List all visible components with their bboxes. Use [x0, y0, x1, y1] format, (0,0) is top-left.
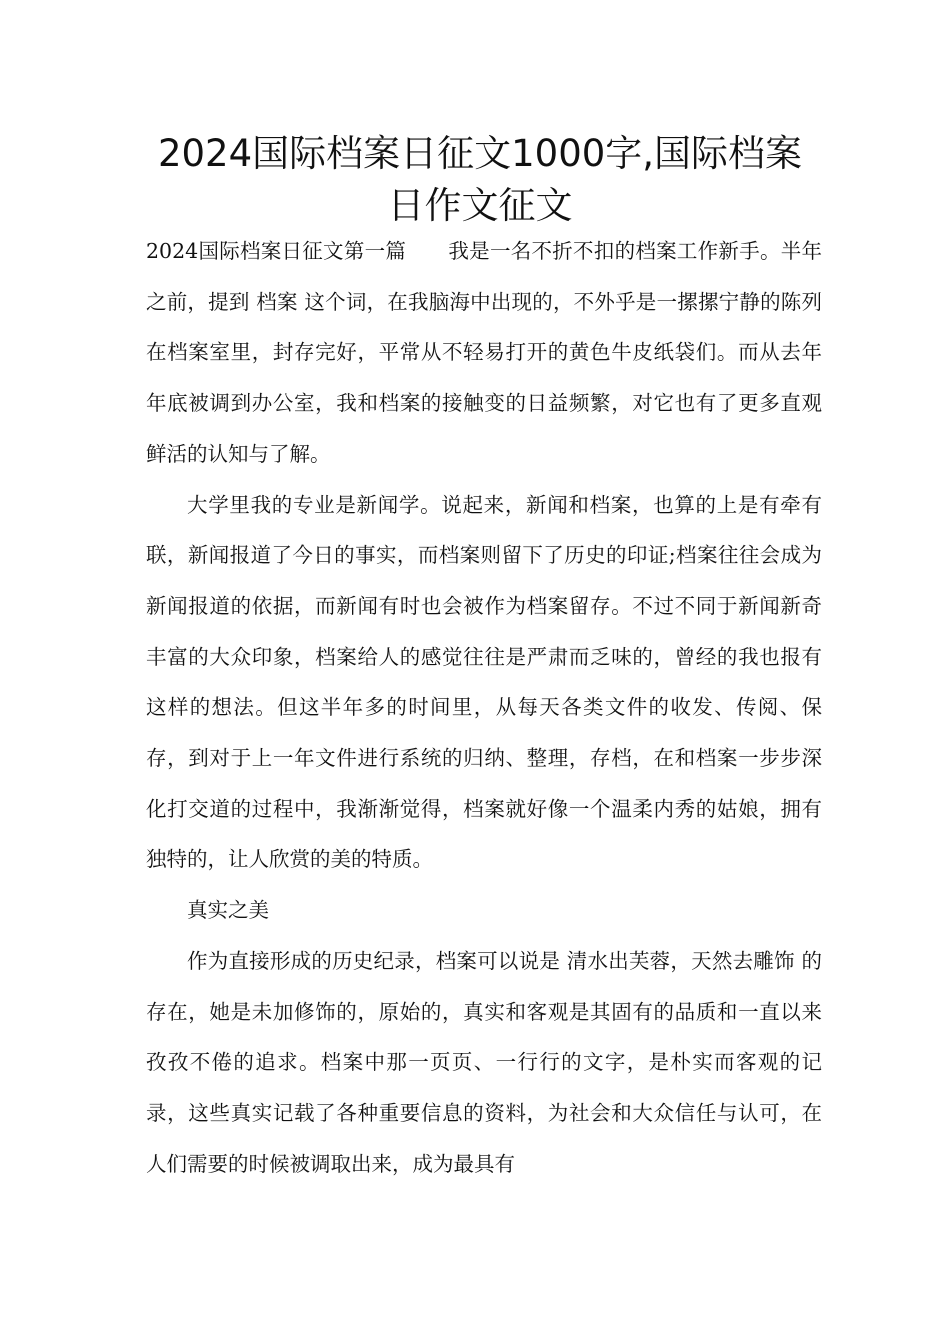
- paragraph-2: 大学里我的专业是新闻学。说起来，新闻和档案，也算的上是有牵有联，新闻报道了今日的事实，而档案则留下了历史的印证;档案往往会成为新闻报道的依据，而新闻有时也会被作为档案留存。不过不同于新闻新奇丰富的大众印象，档案给人的感觉往往是严肃而乏味的，曾经的我也报有这样的想法。但这半年多的时间里，从每天各类文件的收发、传阅、保存，到对于上一年文件进行系统的归纳、整理，存档，在和档案一步步深化打交道的过程中，我渐渐觉得，档案就好像一个温柔内秀的姑娘，拥有独特的，让人欣赏的美的特质。: [146, 492, 822, 872]
- paragraph-1-text: 我是一名不折不扣的档案工作新手。半年之前，提到 档案 这个词，在我脑海中出现的，不外乎是一摞摞宁静的陈列在档案室里，封存完好，平常从不轻易打开的黄色牛皮纸袋们。而从去年年底被调到办公室，我和档案的接触变的日益频繁，对它也有了更多直观鲜活的认知与了解。: [146, 239, 822, 466]
- paragraph-1: [146, 226, 822, 480]
- document-title: 2024国际档案日征文1000字,国际档案日作文征文: [157, 132, 803, 227]
- subheading-truth-beauty: 真实之美: [187, 898, 269, 923]
- document-body: [146, 226, 822, 1189]
- paragraph-3: 作为直接形成的历史纪录，档案可以说是 清水出芙蓉，天然去雕饰 的存在，她是未加修饰的，原始的，真实和客观是其固有的品质和一直以来孜孜不倦的追求。档案中那一页页、一行行的文字，是朴实而客观的记录，这些真实记载了各种重要信息的资料，为社会和大众信任与认可，在人们需要的时候被调取出来，成为最具有: [146, 948, 822, 1176]
- section-heading: 2024国际档案日征文第一篇: [146, 239, 407, 263]
